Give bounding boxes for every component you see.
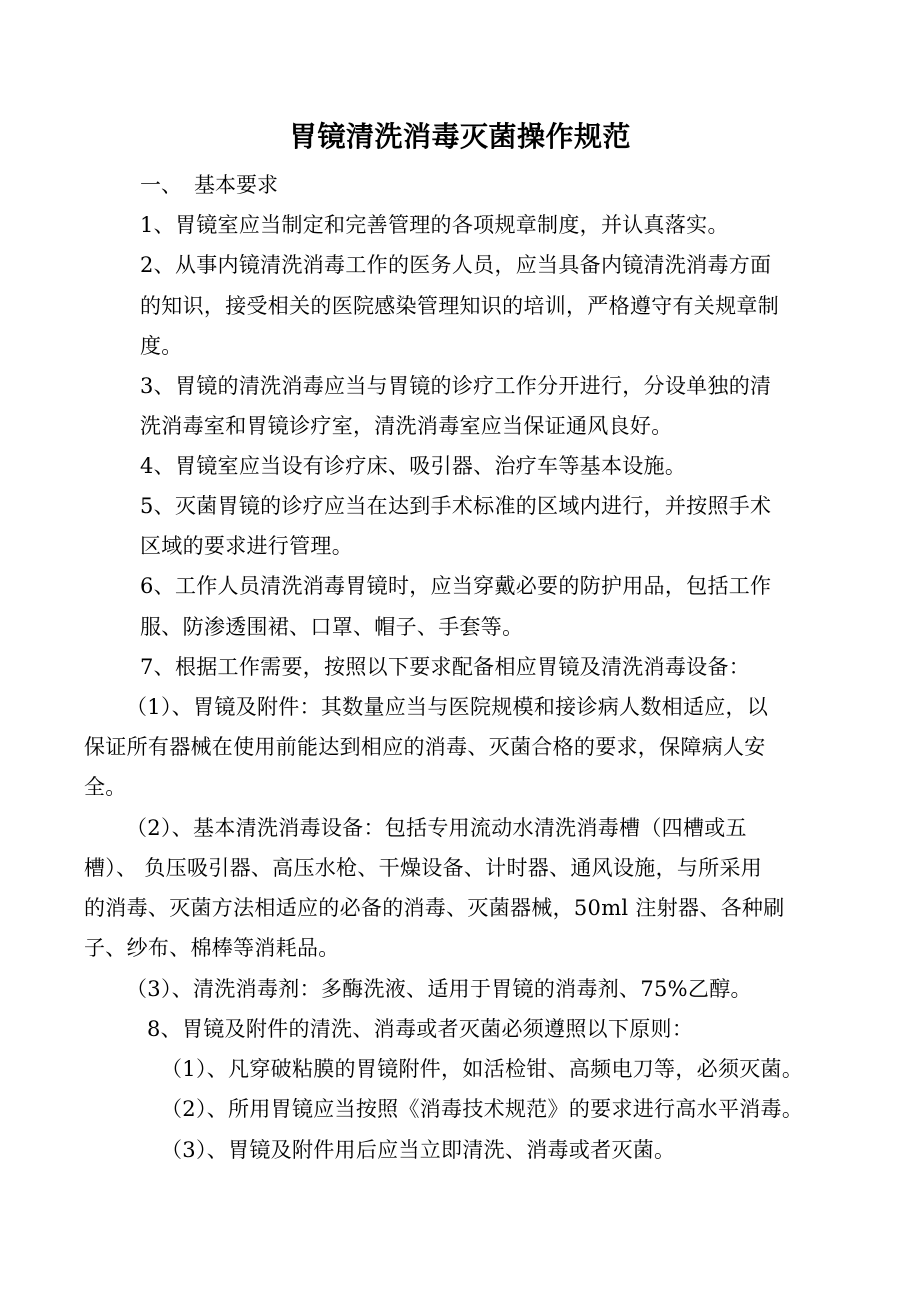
paragraph-line: 1、胃镜室应当制定和完善管理的各项规章制度，并认真落实。 xyxy=(140,213,729,237)
paragraph-line: 7、根据工作需要，按照以下要求配备相应胃镜及清洗消毒设备： xyxy=(140,655,751,679)
paragraph-line: （1）、胃镜及附件：其数量应当与医院规模和接诊病人数相适应，以 xyxy=(126,695,769,719)
paragraph-line: （3）、胃镜及附件用后应当立即清洗、消毒或者灭菌。 xyxy=(161,1138,676,1162)
paragraph-line: 的知识，接受相关的医院感染管理知识的培训，严格遵守有关规章制 xyxy=(140,294,779,318)
paragraph-line: （2）、基本清洗消毒设备：包括专用流动水清洗消毒槽（四槽或五 xyxy=(126,816,747,840)
paragraph-line: 保证所有器械在使用前能达到相应的消毒、灭菌合格的要求，保障病人安 xyxy=(84,735,766,759)
paragraph-line: （1）、凡穿破粘膜的胃镜附件，如活检钳、高频电刀等，必须灭菌。 xyxy=(161,1057,804,1081)
paragraph-line: 服、防渗透围裙、口罩、帽子、手套等。 xyxy=(140,615,524,639)
paragraph-line: 洗消毒室和胃镜诊疗室，清洗消毒室应当保证通风良好。 xyxy=(140,414,673,438)
paragraph-line: 2、从事内镜清洗消毒工作的医务人员，应当具备内镜清洗消毒方面 xyxy=(140,253,772,277)
paragraph-line: 的消毒、灭菌方法相适应的必备的消毒、灭菌器械，50ml 注射器、各种刷 xyxy=(84,896,785,920)
paragraph-line: 8、胃镜及附件的清洗、消毒或者灭菌必须遵照以下原则： xyxy=(147,1017,694,1041)
section-title: 基本要求 xyxy=(194,173,278,197)
paragraph-line: （2）、所用胃镜应当按照《消毒技术规范》的要求进行高水平消毒。 xyxy=(161,1097,804,1121)
paragraph-line: 4、胃镜室应当设有诊疗床、吸引器、治疗车等基本设施。 xyxy=(140,454,687,478)
section-number: 一、 xyxy=(140,173,182,197)
paragraph-line: 6、工作人员清洗消毒胃镜时，应当穿戴必要的防护用品，包括工作 xyxy=(140,574,772,598)
section-heading xyxy=(140,165,278,205)
paragraph-line: 全。 xyxy=(84,775,127,799)
paragraph-line: 子、纱布、棉棒等消耗品。 xyxy=(84,936,340,960)
document-title: 胃镜清洗消毒灭菌操作规范 xyxy=(288,120,631,153)
paragraph-line: 5、灭菌胃镜的诊疗应当在达到手术标准的区域内进行，并按照手术 xyxy=(140,494,772,518)
paragraph-line: 区域的要求进行管理。 xyxy=(140,534,353,558)
paragraph-line: （3）、清洗消毒剂：多酶洗液、适用于胃镜的消毒剂、75%乙醇。 xyxy=(126,977,752,1001)
paragraph-line: 3、胃镜的清洗消毒应当与胃镜的诊疗工作分开进行，分设单独的清 xyxy=(140,374,772,398)
paragraph-line: 度。 xyxy=(140,334,183,358)
paragraph-line: 槽）、 负压吸引器、高压水枪、干燥设备、计时器、通风设施，与所采用 xyxy=(84,856,763,880)
